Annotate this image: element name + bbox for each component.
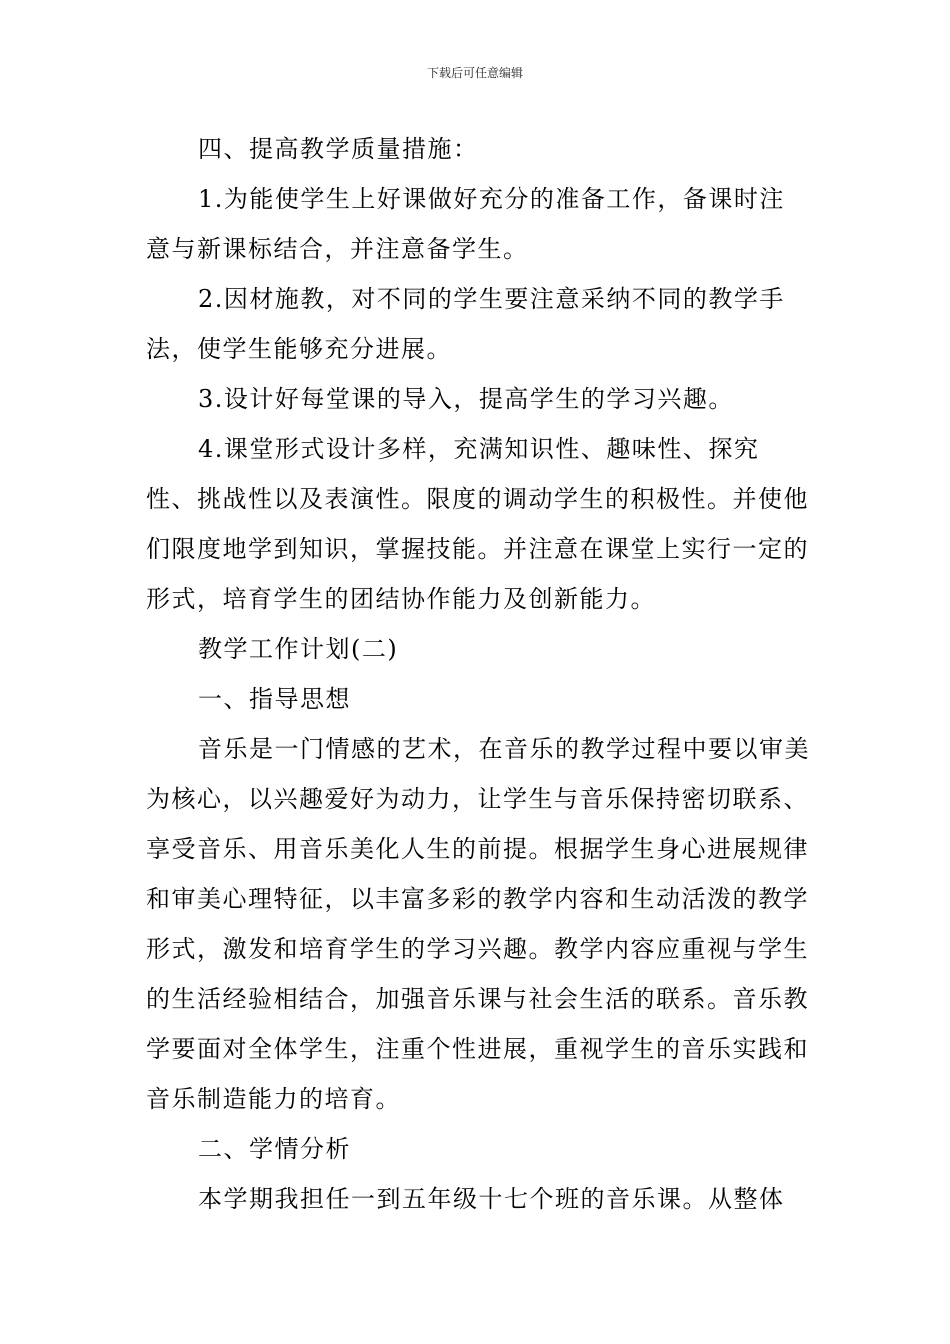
- plan-title: 教学工作计划(二): [198, 635, 399, 663]
- document-body: [146, 124, 810, 1224]
- paragraph-student-analysis: 本学期我担任一到五年级十七个班的音乐课。从整体: [198, 1185, 785, 1213]
- section-heading-student-analysis: 二、学情分析: [198, 1135, 351, 1163]
- section-heading-measures: 四、提高教学质量措施：: [198, 135, 479, 163]
- section-heading-guiding-thought: 一、指导思想: [198, 685, 351, 713]
- list-item-measure-1: 1.为能使学生上好课做好充分的准备工作，备课时注意与新课标结合，并注意备学生。: [146, 185, 785, 263]
- list-item-measure-3: 3.设计好每堂课的导入，提高学生的学习兴趣。: [198, 385, 734, 413]
- list-item-measure-2: 2.因材施教，对不同的学生要注意采纳不同的教学手法，使学生能够充分进展。: [146, 285, 785, 363]
- header-note: 下载后可任意编辑: [426, 66, 523, 80]
- list-item-measure-4: 4.课堂形式设计多样，充满知识性、趣味性、探究性、挑战性以及表演性。限度的调动学生的积极性。并使他们限度地学到知识，掌握技能。并注意在课堂上实行一定的形式，培育学生的团结协作能力及创新能力。: [146, 435, 809, 613]
- paragraph-guiding-thought: 音乐是一门情感的艺术，在音乐的教学过程中要以审美为核心，以兴趣爱好为动力，让学生与音乐保持密切联系、享受音乐、用音乐美化人生的前提。根据学生身心进展规律和审美心理特征，以丰富多彩的教学内容和生动活泼的教学形式，激发和培育学生的学习兴趣。教学内容应重视与学生的生活经验相结合，加强音乐课与社会生活的联系。音乐教学要面对全体学生，注重个性进展，重视学生的音乐实践和音乐制造能力的培育。: [146, 735, 810, 1113]
